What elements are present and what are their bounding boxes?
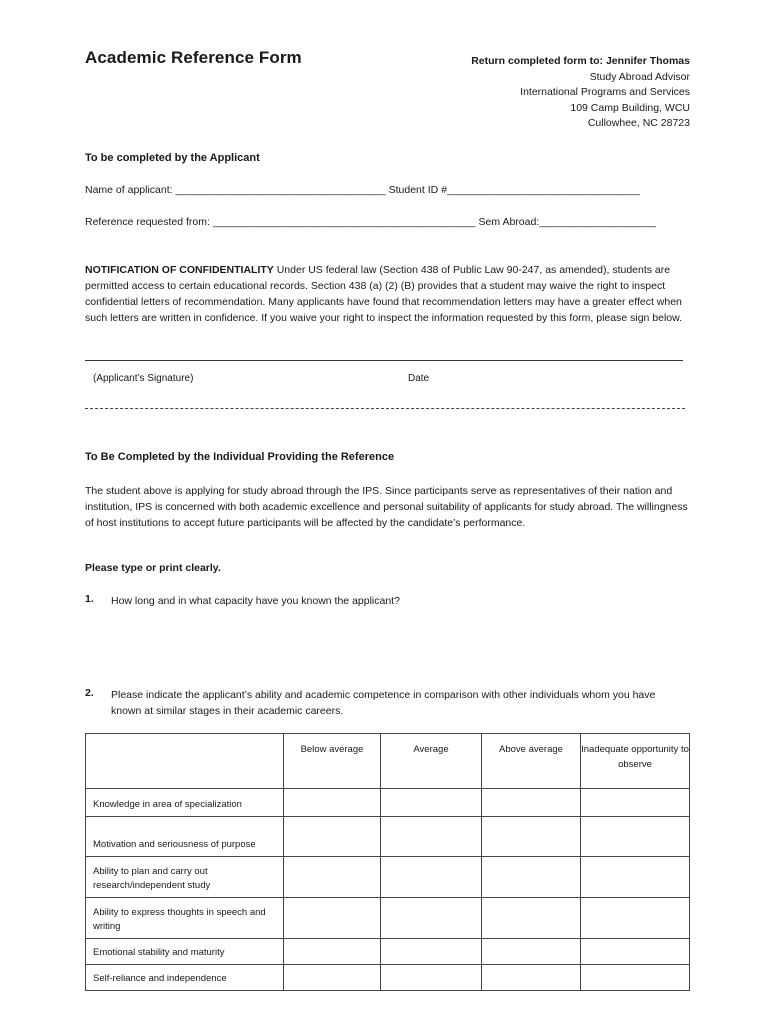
criterion-label: Knowledge in area of specialization bbox=[86, 789, 284, 817]
rating-cell[interactable] bbox=[581, 939, 690, 965]
rating-table-header-row bbox=[86, 734, 690, 789]
rating-cell[interactable] bbox=[284, 898, 381, 939]
rating-table bbox=[85, 733, 690, 991]
column-header: Below average bbox=[284, 734, 381, 789]
table-row bbox=[86, 789, 690, 817]
rating-cell[interactable] bbox=[482, 898, 581, 939]
cut-line-divider bbox=[85, 408, 685, 409]
address-line: Cullowhee, NC 28723 bbox=[587, 117, 690, 129]
form-title: Academic Reference Form bbox=[85, 48, 302, 67]
rating-cell[interactable] bbox=[284, 789, 381, 817]
criterion-label: Ability to plan and carry out research/independent study bbox=[86, 857, 284, 898]
question-2-number: 2. bbox=[85, 687, 94, 699]
criterion-label: Ability to express thoughts in speech and writing bbox=[86, 898, 284, 939]
header-blank-cell bbox=[86, 734, 284, 789]
rating-cell[interactable] bbox=[284, 939, 381, 965]
criterion-label: Emotional stability and maturity bbox=[86, 939, 284, 965]
table-row bbox=[86, 939, 690, 965]
rating-cell[interactable] bbox=[381, 898, 482, 939]
address-line: International Programs and Services bbox=[520, 86, 690, 98]
question-2-body: Please indicate the applicant’s ability and academic competence in comparison with other individuals whom you have known at similar stages in their academic careers. bbox=[111, 689, 656, 717]
return-label: Return completed form to: Jennifer Thomas bbox=[471, 55, 690, 67]
question-1-number: 1. bbox=[85, 593, 94, 605]
address-line: Study Abroad Advisor bbox=[589, 70, 690, 83]
table-row bbox=[86, 817, 690, 857]
print-instruction: Please type or print clearly. bbox=[85, 562, 221, 574]
column-header: Average bbox=[381, 734, 482, 789]
question-1-text: How long and in what capacity have you known the applicant? bbox=[111, 595, 400, 607]
notice-body: Under US federal law (Section 438 of Public Law 90-247, as amended), students are permitted access to certain educational records. Section 438 (a) (2) (B) provides that a student may waive the right to inspect confidential letters of recommendation. Many applicants have found that recommendation letters may have a greater effect when such letters are written in confidence. If you waive your right to inspect the information requested by this form, please sign below. bbox=[85, 264, 683, 324]
return-address bbox=[471, 54, 690, 132]
rating-cell[interactable] bbox=[284, 857, 381, 898]
rating-cell[interactable] bbox=[581, 898, 690, 939]
rating-cell[interactable] bbox=[482, 789, 581, 817]
rating-cell[interactable] bbox=[482, 965, 581, 991]
criterion-label: Self-reliance and independence bbox=[86, 965, 284, 991]
date-label: Date bbox=[408, 373, 430, 384]
rating-cell[interactable] bbox=[581, 789, 690, 817]
rating-cell[interactable] bbox=[381, 857, 482, 898]
rating-cell[interactable] bbox=[482, 857, 581, 898]
rating-cell[interactable] bbox=[381, 789, 482, 817]
applicant-section-heading: To be completed by the Applicant bbox=[85, 152, 260, 164]
address-line: 109 Camp Building, WCU bbox=[570, 101, 690, 114]
table-row bbox=[86, 965, 690, 991]
rating-cell[interactable] bbox=[482, 939, 581, 965]
signature-label: (Applicant’s Signature) bbox=[93, 373, 194, 384]
rating-cell[interactable] bbox=[381, 817, 482, 857]
table-row bbox=[86, 898, 690, 939]
column-header: Inadequate opportunity to observe bbox=[581, 734, 690, 789]
rating-cell[interactable] bbox=[284, 965, 381, 991]
confidentiality-notice bbox=[85, 262, 690, 326]
reference-requested-line[interactable]: Reference requested from: _____________________________________________ Sem Abroad:____________________ bbox=[85, 216, 657, 228]
notice-heading: NOTIFICATION OF CONFIDENTIALITY bbox=[85, 264, 274, 276]
rating-cell[interactable] bbox=[581, 965, 690, 991]
rating-cell[interactable] bbox=[284, 817, 381, 857]
rating-cell[interactable] bbox=[381, 965, 482, 991]
rating-cell[interactable] bbox=[581, 857, 690, 898]
criterion-label: Motivation and seriousness of purpose bbox=[86, 817, 284, 857]
column-header: Above average bbox=[482, 734, 581, 789]
applicant-name-id-line[interactable]: Name of applicant: ____________________________________ Student ID #_________________________________ bbox=[85, 184, 640, 196]
rating-cell[interactable] bbox=[381, 939, 482, 965]
rating-cell[interactable] bbox=[581, 817, 690, 857]
rating-cell[interactable] bbox=[482, 817, 581, 857]
reference-section-heading: To Be Completed by the Individual Providing the Reference bbox=[85, 451, 395, 463]
question-2-text bbox=[111, 687, 687, 719]
signature-line[interactable] bbox=[85, 360, 683, 361]
reference-intro: The student above is applying for study abroad through the IPS. Since participants serve as representatives of their nation and institution, IPS is concerned with both academic excellence and personal suitability of applicants for study abroad. The willingness of host institutions to accept future participants will be affected by the candidate’s performance. bbox=[85, 485, 688, 529]
table-row bbox=[86, 857, 690, 898]
